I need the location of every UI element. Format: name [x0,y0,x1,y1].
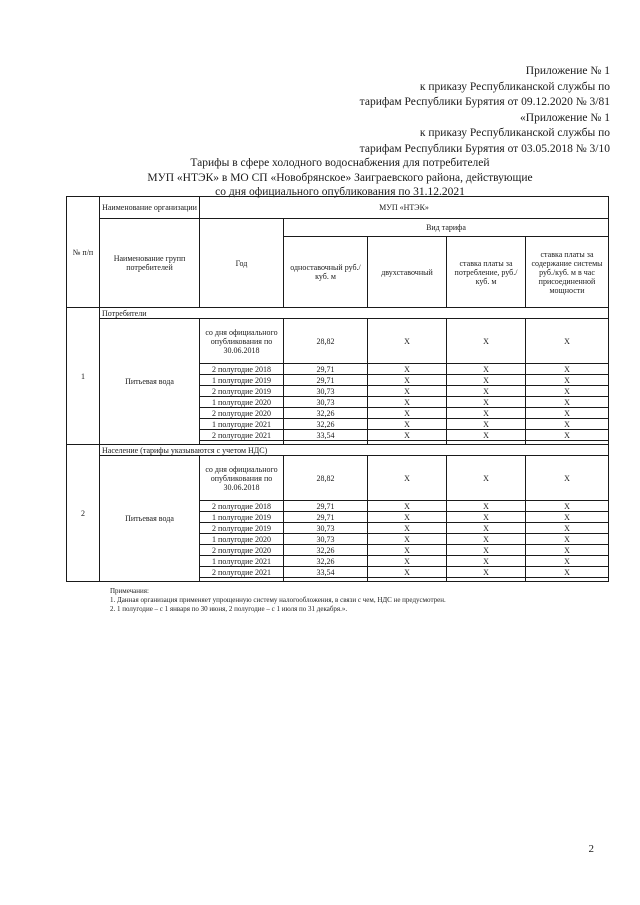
note-item: 2. 1 полугодие – с 1 января по 30 июня, 2 полугодие – с 1 июля по 31 декабря.». [110,605,348,613]
maintenance-rate-cell: X [526,512,609,523]
consumption-rate-cell: X [447,534,526,545]
header-line: Приложение № 1 [525,65,610,77]
row-number: 2 [67,445,100,582]
period-cell: 1 полугодие 2019 [200,375,284,386]
double-rate-cell: X [368,386,447,397]
single-rate-cell: 28,82 [284,456,368,501]
org-name: МУП «НТЭК» [200,197,609,219]
double-rate-cell: X [368,556,447,567]
consumption-rate-cell: X [447,364,526,375]
double-rate-cell: X [368,375,447,386]
consumer-category: Население (тарифы указываются с учетом НДС) [100,445,609,456]
consumer-group: Питьевая вода [100,319,200,445]
double-rate-cell: X [368,523,447,534]
single-rate-cell: 32,26 [284,408,368,419]
consumer-group: Питьевая вода [100,456,200,582]
header-line: «Приложение № 1 [520,111,610,124]
single-rate-cell: 30,73 [284,397,368,408]
row-number: 1 [67,308,100,445]
double-rate-cell: X [368,430,447,441]
double-rate-cell: X [368,567,447,578]
note-item: 1. Данная организация применяет упрощенную систему налогообложения, в связи с чем, НДС не предусмотрен. [110,596,446,604]
table-row [67,456,609,501]
consumption-rate-cell: X [447,408,526,419]
period-cell: 2 полугодие 2019 [200,386,284,397]
maintenance-rate-cell: X [526,556,609,567]
header-group: Наименование групп потребителей [100,219,200,308]
spacer-cell [526,578,609,582]
period-cell: 2 полугодие 2020 [200,545,284,556]
period-cell: 1 полугодие 2021 [200,419,284,430]
header-tariff-type: Вид тарифа [284,219,609,237]
header-year: Год [200,219,284,308]
single-rate-cell: 29,71 [284,375,368,386]
title-line: Тарифы в сфере холодного водоснабжения для потребителей [190,157,490,169]
period-cell: 2 полугодие 2019 [200,523,284,534]
double-rate-cell: X [368,408,447,419]
double-rate-cell: X [368,419,447,430]
header-double-rate: двухставочный [368,237,447,308]
period-cell: 1 полугодие 2020 [200,397,284,408]
consumption-rate-cell: X [447,501,526,512]
header-num: № п/п [67,197,100,308]
maintenance-rate-cell: X [526,501,609,512]
header-single-rate: одноставочный руб./ куб. м [284,237,368,308]
page-number: 2 [588,843,594,855]
single-rate-cell: 32,26 [284,419,368,430]
maintenance-rate-cell: X [526,456,609,501]
single-rate-cell: 29,71 [284,364,368,375]
document-title [110,156,570,200]
maintenance-rate-cell: X [526,386,609,397]
header-org: Наименование организации [100,197,200,219]
double-rate-cell: X [368,456,447,501]
spacer-cell [447,578,526,582]
maintenance-rate-cell: X [526,430,609,441]
consumption-rate-cell: X [447,419,526,430]
period-cell: 2 полугодие 2021 [200,430,284,441]
single-rate-cell: 33,54 [284,567,368,578]
maintenance-rate-cell: X [526,364,609,375]
maintenance-rate-cell: X [526,319,609,364]
double-rate-cell: X [368,534,447,545]
notes-title: Примечания: [110,587,149,595]
period-cell: 2 полугодие 2018 [200,501,284,512]
single-rate-cell: 32,26 [284,545,368,556]
double-rate-cell: X [368,364,447,375]
consumption-rate-cell: X [447,397,526,408]
header-line: тарифам Республики Бурятия от 03.05.2018 № 3/10 [359,142,610,155]
single-rate-cell: 29,71 [284,512,368,523]
table-row [67,319,609,364]
notes [110,587,446,614]
header-rate-consumption: ставка платы за потребление, руб./ куб. м [447,237,526,308]
maintenance-rate-cell: X [526,375,609,386]
spacer-cell [284,578,368,582]
single-rate-cell: 32,26 [284,556,368,567]
consumption-rate-cell: X [447,545,526,556]
header-line: тарифам Республики Бурятия от 09.12.2020 № 3/81 [359,96,610,108]
title-line: со дня официального опубликования по 31.12.2021 [215,186,465,198]
maintenance-rate-cell: X [526,397,609,408]
period-cell: со дня официального опубликования по 30.06.2018 [200,456,284,501]
double-rate-cell: X [368,545,447,556]
double-rate-cell: X [368,397,447,408]
period-cell: 1 полугодие 2021 [200,556,284,567]
consumer-category: Потребители [100,308,609,319]
appendix-header [360,64,610,157]
consumption-rate-cell: X [447,456,526,501]
spacer-cell [200,578,284,582]
header-line: к приказу Республиканской службы по [419,127,610,139]
single-rate-cell: 30,73 [284,534,368,545]
title-line: МУП «НТЭК» в МО СП «Новобрянское» Заиграевского района, действующие [147,171,533,184]
period-cell: 2 полугодие 2020 [200,408,284,419]
spacer-cell [368,578,447,582]
maintenance-rate-cell: X [526,523,609,534]
header-line: к приказу Республиканской службы по [419,80,610,93]
tariff-table [66,196,609,582]
maintenance-rate-cell: X [526,419,609,430]
consumption-rate-cell: X [447,567,526,578]
single-rate-cell: 30,73 [284,523,368,534]
double-rate-cell: X [368,319,447,364]
period-cell: 1 полугодие 2020 [200,534,284,545]
period-cell: 2 полугодие 2021 [200,567,284,578]
double-rate-cell: X [368,512,447,523]
consumption-rate-cell: X [447,319,526,364]
consumption-rate-cell: X [447,556,526,567]
consumption-rate-cell: X [447,430,526,441]
single-rate-cell: 29,71 [284,501,368,512]
consumption-rate-cell: X [447,375,526,386]
maintenance-rate-cell: X [526,545,609,556]
double-rate-cell: X [368,501,447,512]
period-cell: 1 полугодие 2019 [200,512,284,523]
single-rate-cell: 28,82 [284,319,368,364]
period-cell: 2 полугодие 2018 [200,364,284,375]
single-rate-cell: 30,73 [284,386,368,397]
single-rate-cell: 33,54 [284,430,368,441]
period-cell: со дня официального опубликования по 30.06.2018 [200,319,284,364]
consumption-rate-cell: X [447,512,526,523]
consumption-rate-cell: X [447,386,526,397]
header-rate-maintenance: ставка платы за содержание системы руб./куб. м в час присоединенной мощности [526,237,609,308]
maintenance-rate-cell: X [526,567,609,578]
consumption-rate-cell: X [447,523,526,534]
maintenance-rate-cell: X [526,534,609,545]
maintenance-rate-cell: X [526,408,609,419]
